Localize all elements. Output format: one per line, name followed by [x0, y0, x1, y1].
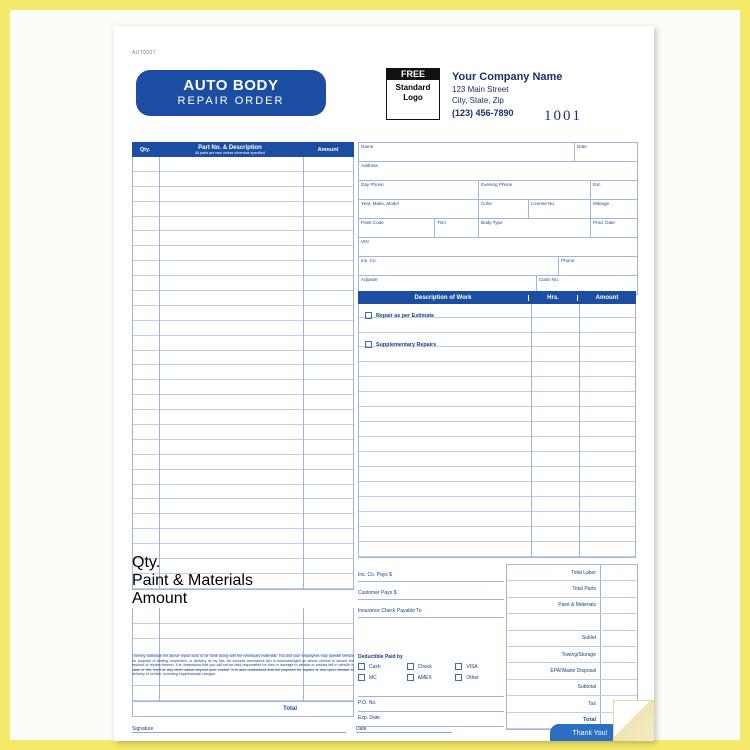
parts-col-qty: Qty.: [139, 146, 151, 153]
parts-col-description-note: All parts are new unless otherwise specified: [195, 150, 265, 155]
form-code: AUT0007: [132, 50, 156, 56]
label-exp-date: Exp. Date: [358, 715, 380, 721]
checkbox-visa-icon[interactable]: [455, 663, 462, 670]
label-check: Check: [417, 663, 432, 670]
field-date[interactable]: Date: [577, 144, 587, 149]
checkbox-check-icon[interactable]: [407, 663, 414, 670]
info-row-paint: [359, 219, 637, 238]
field-trim[interactable]: Trim: [435, 219, 479, 237]
parts-col-description: [158, 145, 302, 155]
table-row[interactable]: [133, 499, 353, 514]
table-row[interactable]: [359, 542, 635, 557]
table-row[interactable]: [133, 306, 353, 321]
label-signature: Signature: [132, 726, 154, 732]
dow-vline-amount: [579, 304, 580, 557]
table-row[interactable]: [133, 336, 353, 351]
label-cash: Cash: [369, 663, 381, 670]
table-row[interactable]: [133, 425, 353, 440]
totals-row[interactable]: [507, 663, 637, 679]
table-row[interactable]: [133, 246, 353, 261]
field-ins-co-pays[interactable]: Ins. Co. Pays $: [358, 564, 504, 582]
totals-row-value[interactable]: [600, 631, 637, 646]
auto-body-repair-order-form: [114, 26, 654, 741]
table-row[interactable]: [133, 608, 353, 624]
field-adjuster[interactable]: Adjuster: [359, 276, 537, 294]
field-ext[interactable]: Ext.: [593, 182, 601, 187]
label-mc: MC: [369, 674, 377, 681]
totals-row-label: Subtotal: [577, 684, 596, 691]
totals-row[interactable]: [507, 680, 637, 696]
table-row[interactable]: [359, 527, 635, 542]
totals-row-label: Total Labor: [571, 569, 596, 576]
form-number: 1001: [544, 108, 582, 124]
company-name: Your Company Name: [452, 71, 563, 83]
table-row[interactable]: [359, 482, 635, 497]
field-address[interactable]: Address: [361, 163, 378, 168]
table-row[interactable]: [359, 497, 635, 512]
signature-row: [132, 726, 452, 733]
paint-col-amount: Amount: [132, 590, 188, 607]
dow-vline-hrs: [531, 304, 532, 557]
info-row-address: [359, 162, 637, 181]
parts-col-amount: Amount: [317, 146, 339, 153]
field-body-type[interactable]: Body Type: [479, 219, 591, 237]
insurance-payment-block: [358, 564, 504, 618]
totals-row-label: Total: [583, 717, 596, 724]
table-row[interactable]: [133, 624, 353, 640]
description-of-work-table: [358, 291, 636, 558]
paint-materials-header: [132, 554, 354, 608]
paint-materials-table: [132, 554, 354, 717]
totals-row-label: Towing/Storage: [561, 651, 596, 658]
table-row[interactable]: [133, 351, 353, 366]
parts-vline-amount: [303, 157, 304, 589]
field-signature[interactable]: [132, 726, 346, 733]
totals-row-value[interactable]: [600, 565, 637, 580]
thank-you-badge: Thank You!: [550, 724, 630, 741]
table-row[interactable]: [133, 217, 353, 232]
checkbox-other-icon[interactable]: [455, 674, 462, 681]
deductible-row-2: [358, 674, 504, 681]
info-row-vin: [359, 238, 637, 257]
totals-row-label: Sublet: [581, 635, 596, 642]
deductible-option-check[interactable]: [407, 663, 456, 670]
table-row[interactable]: [133, 395, 353, 410]
totals-row[interactable]: [507, 647, 637, 663]
field-year-make-model[interactable]: Year, Make, Model: [359, 200, 479, 218]
description-of-work-body[interactable]: [358, 304, 636, 558]
deductible-option-cash[interactable]: [358, 663, 407, 670]
form-title-line2: REPAIR ORDER: [177, 95, 285, 107]
logo-free-label: FREE: [387, 69, 439, 80]
table-row[interactable]: [359, 437, 635, 452]
deductible-block: [358, 654, 504, 730]
field-license-no[interactable]: License No.: [529, 200, 591, 218]
field-vin[interactable]: VIN: [361, 239, 369, 244]
deductible-option-mc[interactable]: [358, 674, 407, 681]
table-row[interactable]: [133, 321, 353, 336]
label-repair-as-per-estimate: Repair as per Estimate: [376, 312, 435, 319]
field-mileage[interactable]: Mileage: [593, 201, 610, 206]
totals-row-value[interactable]: [600, 663, 637, 678]
field-claim-no[interactable]: Claim No.: [539, 277, 560, 282]
table-row[interactable]: [133, 485, 353, 500]
table-row[interactable]: [359, 392, 635, 407]
customer-info-block: [358, 142, 638, 295]
parts-vline-qty: [159, 157, 160, 589]
table-row[interactable]: [359, 377, 635, 392]
company-city-state-zip: City, State, Zip: [452, 96, 504, 105]
totals-row-value[interactable]: [600, 680, 637, 695]
paint-col-title: Paint & Materials: [132, 572, 253, 589]
table-row[interactable]: [133, 410, 353, 425]
table-row[interactable]: [133, 365, 353, 380]
label-signature-date: Date: [356, 726, 367, 732]
field-customer-pays[interactable]: Customer Pays $: [358, 582, 504, 600]
table-row[interactable]: [133, 529, 353, 544]
totals-row[interactable]: [507, 598, 637, 614]
field-ins-co[interactable]: Ins. Co.: [359, 257, 559, 275]
totals-row[interactable]: [507, 631, 637, 647]
field-prod-date[interactable]: Prod. Date: [593, 220, 615, 225]
totals-row[interactable]: [507, 581, 637, 597]
label-amex: AMEX: [417, 674, 432, 681]
table-row[interactable]: [133, 172, 353, 187]
table-row[interactable]: [133, 231, 353, 246]
field-evening-phone[interactable]: Evening Phone: [479, 181, 591, 199]
dow-col-description: Description of Work: [414, 294, 472, 301]
checkbox-amex-icon[interactable]: [407, 674, 414, 681]
totals-row[interactable]: [507, 614, 637, 630]
info-row-vehicle: [359, 200, 637, 219]
deductible-option-amex[interactable]: [407, 674, 456, 681]
authorization-text: I hereby authorize the above repair work to be done along with the necessary materials. You and your employees may operate vehicle for purpose of testing, inspection, or delivery at my risk. An express mechanics lien is acknowledged on above vehicle to secure the amount of repairs thereto. It is understood that you will not be held responsible for loss or damage to vehicle or articles left in vehicle in case of fire, theft or any other cause beyond your control. It is also understood that full payment for repairs is due upon release or delivery of vehicle, including supplemental charges.: [132, 654, 354, 677]
table-row[interactable]: [359, 452, 635, 467]
table-row[interactable]: [133, 380, 353, 395]
info-row-name-date: [359, 143, 637, 162]
parts-table-body[interactable]: [132, 157, 354, 590]
deductible-blank-line[interactable]: [358, 685, 504, 697]
paint-col-qty: Qty.: [132, 554, 161, 571]
logo-standard-label: Standard: [395, 83, 431, 92]
field-po-no[interactable]: [358, 700, 504, 712]
paint-materials-total-row: [132, 702, 354, 717]
carbon-copy-corner: [613, 700, 654, 741]
dow-col-amount: Amount: [577, 295, 636, 301]
label-supplementary-repairs: Supplementary Repairs: [376, 341, 437, 348]
table-row[interactable]: [133, 276, 353, 291]
field-ins-phone[interactable]: Phone: [561, 258, 575, 263]
totals-row-label: Tax: [588, 700, 596, 707]
totals-row-label: Total Parts: [572, 586, 596, 593]
table-row[interactable]: [133, 470, 353, 485]
paint-materials-total-label: Total: [283, 706, 297, 712]
table-row[interactable]: [359, 362, 635, 377]
checkbox-mc-icon[interactable]: [358, 674, 365, 681]
table-row[interactable]: [133, 514, 353, 529]
description-of-work-header: [358, 291, 636, 304]
table-row[interactable]: [359, 407, 635, 422]
totals-row-label: EPA/Waste Disposal: [550, 668, 596, 675]
label-visa: VISA: [466, 663, 478, 670]
field-color[interactable]: Color: [479, 200, 529, 218]
field-paint-code[interactable]: Paint Code: [359, 219, 435, 237]
deductible-option-other[interactable]: [455, 674, 504, 681]
table-row[interactable]: [133, 455, 353, 470]
totals-row-value[interactable]: [600, 598, 637, 613]
label-po-no: P.O. No.: [358, 700, 377, 706]
parts-table-header: [132, 142, 354, 157]
info-row-phones: [359, 181, 637, 200]
info-row-insurance-co: [359, 257, 637, 276]
checkbox-supplementary-repairs-icon[interactable]: [365, 341, 372, 348]
totals-row-value[interactable]: [600, 647, 637, 662]
field-insurance-check-payable-to[interactable]: Insurance Check Payable To: [358, 600, 504, 618]
checkbox-repair-as-per-estimate-icon[interactable]: [365, 312, 372, 319]
free-standard-logo-box: [386, 68, 440, 120]
table-row[interactable]: [359, 422, 635, 437]
dow-row-repair-estimate[interactable]: [359, 304, 635, 318]
totals-row-value[interactable]: [600, 614, 637, 629]
table-row[interactable]: [133, 202, 353, 217]
table-row[interactable]: [133, 440, 353, 455]
totals-row-value[interactable]: [600, 581, 637, 596]
table-row[interactable]: [133, 291, 353, 306]
form-title-line1: AUTO BODY: [183, 77, 279, 94]
label-other: Other: [466, 674, 479, 681]
dow-extra-rows[interactable]: [359, 347, 635, 557]
company-phone: (123) 456-7890: [452, 108, 514, 118]
deductible-row-1: [358, 663, 504, 670]
table-row[interactable]: [133, 261, 353, 276]
table-row[interactable]: [133, 187, 353, 202]
form-title-badge: [136, 70, 326, 116]
deductible-option-visa[interactable]: [455, 663, 504, 670]
table-row[interactable]: [359, 512, 635, 527]
table-row[interactable]: [133, 157, 353, 172]
table-row[interactable]: [133, 639, 353, 655]
table-row[interactable]: [133, 686, 353, 702]
deductible-title: Deductible Paid by: [358, 654, 403, 660]
company-street: 123 Main Street: [452, 85, 509, 94]
logo-logo-label: Logo: [403, 93, 423, 102]
field-signature-date[interactable]: [356, 726, 452, 733]
parts-table: [132, 142, 354, 590]
totals-row[interactable]: [507, 565, 637, 581]
parts-col-description-label: Part No. & Description: [198, 144, 262, 151]
field-day-phone[interactable]: Day Phone: [359, 181, 479, 199]
dow-col-hrs: Hrs.: [528, 295, 577, 301]
checkbox-cash-icon[interactable]: [358, 663, 365, 670]
totals-row-label: Paint & Materials: [558, 602, 596, 609]
field-name[interactable]: Name: [359, 143, 575, 161]
table-row[interactable]: [359, 467, 635, 482]
dow-row-supplementary[interactable]: [359, 333, 635, 347]
